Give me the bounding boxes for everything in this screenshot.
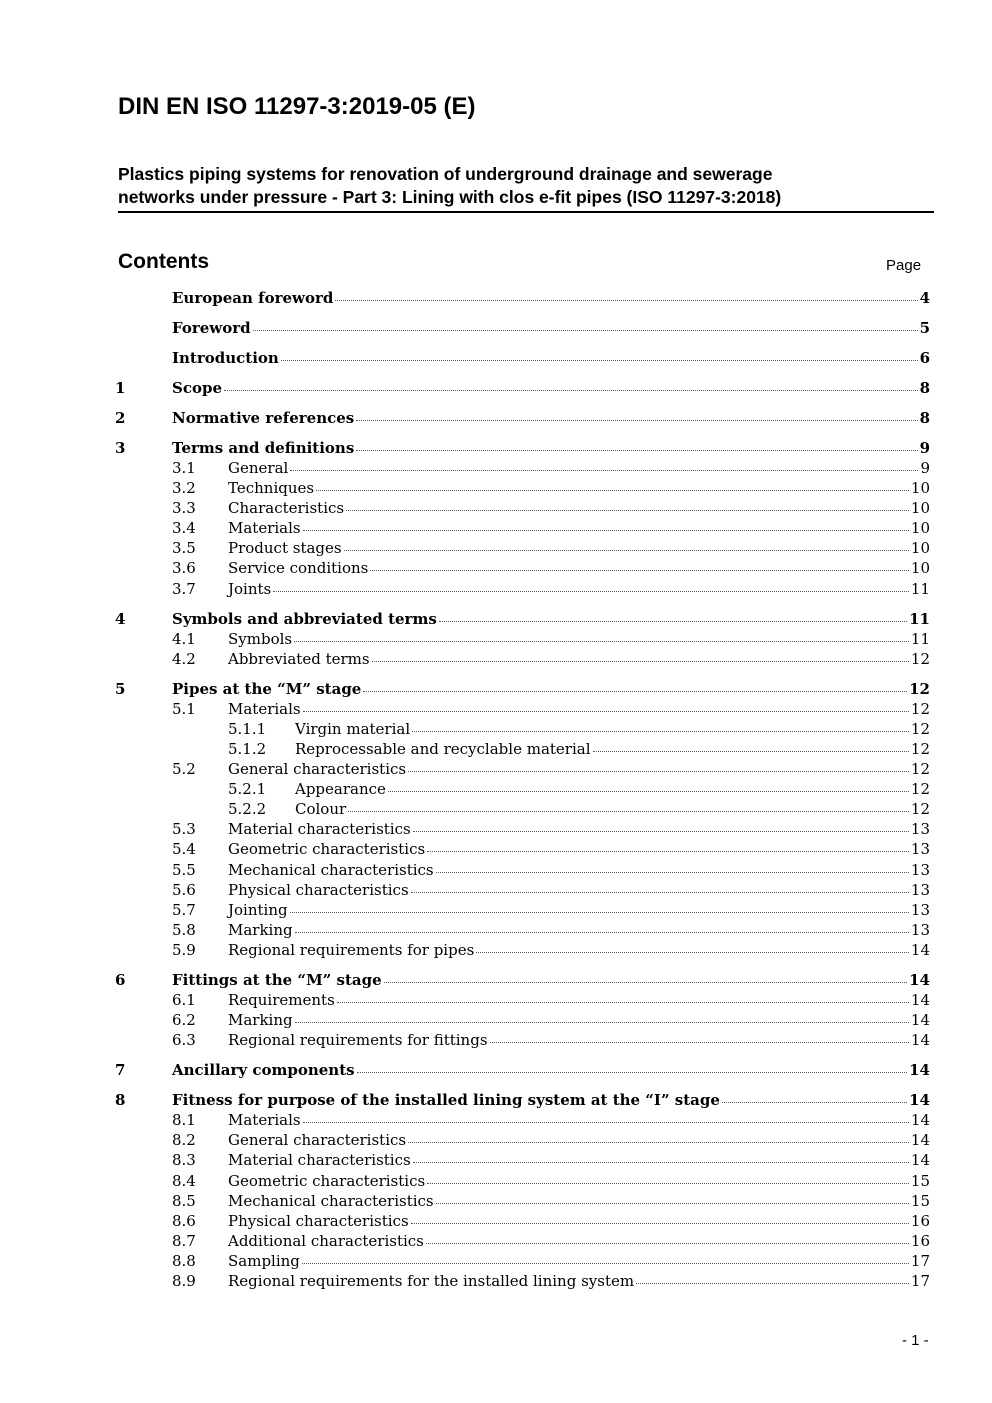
toc-entry[interactable] bbox=[115, 1191, 930, 1211]
toc-dot-leader bbox=[348, 811, 909, 812]
toc-entry-number: 8.2 bbox=[172, 1131, 196, 1150]
toc-entry-page: 15 bbox=[910, 1171, 930, 1190]
toc-entry-page: 11 bbox=[909, 609, 930, 628]
toc-entry-page: 14 bbox=[910, 1111, 930, 1130]
toc-entry-title: Additional characteristics bbox=[228, 1231, 424, 1250]
toc-entry-number: 5.2.1 bbox=[228, 780, 267, 799]
toc-entry-title: Geometric characteristics bbox=[228, 1171, 426, 1190]
toc-entry-title: Symbols bbox=[228, 629, 293, 648]
toc-entry[interactable] bbox=[115, 970, 930, 990]
toc-entry-number: 3.3 bbox=[172, 499, 196, 518]
toc-entry-page: 13 bbox=[910, 900, 930, 919]
toc-entry[interactable] bbox=[115, 609, 930, 629]
toc-entry[interactable] bbox=[115, 1231, 930, 1251]
toc-entry-page: 17 bbox=[910, 1272, 930, 1291]
toc-dot-leader bbox=[412, 731, 909, 732]
toc-dot-leader bbox=[303, 530, 909, 531]
toc-entry-page: 12 bbox=[909, 679, 930, 698]
toc-entry-number: 5.9 bbox=[172, 940, 196, 959]
toc-entry-title: Scope bbox=[172, 378, 223, 397]
toc-entry-page: 12 bbox=[910, 760, 930, 779]
toc-dot-leader bbox=[427, 1183, 909, 1184]
document-title: DIN EN ISO 11297-3:2019-05 (E) bbox=[118, 93, 476, 120]
toc-dot-leader bbox=[411, 892, 909, 893]
toc-dot-leader bbox=[224, 390, 918, 391]
toc-dot-leader bbox=[370, 570, 909, 571]
toc-entry-number: 3.4 bbox=[172, 519, 196, 538]
toc-entry-title: Requirements bbox=[228, 991, 335, 1010]
toc-entry-title: Normative references bbox=[172, 408, 355, 427]
toc-dot-leader bbox=[290, 912, 909, 913]
toc-entry-page: 8 bbox=[919, 378, 930, 397]
toc-entry[interactable] bbox=[115, 408, 930, 428]
toc-entry-title: Ancillary components bbox=[172, 1061, 355, 1080]
toc-dot-leader bbox=[356, 450, 917, 451]
toc-entry[interactable] bbox=[115, 900, 930, 920]
toc-dot-leader bbox=[413, 831, 909, 832]
toc-entry-title: Geometric characteristics bbox=[228, 840, 426, 859]
toc-entry-page: 14 bbox=[910, 940, 930, 959]
subtitle-line-2: networks under pressure - Part 3: Lining with clos e-fit pipes (ISO 11297-3:2018) bbox=[118, 187, 782, 207]
toc-entry-page: 14 bbox=[909, 970, 930, 989]
toc-entry[interactable] bbox=[115, 478, 930, 498]
toc-entry-number: 5.1.2 bbox=[228, 740, 267, 759]
toc-entry-number: 8.9 bbox=[172, 1272, 196, 1291]
toc-entry-page: 10 bbox=[910, 499, 930, 518]
toc-entry-page: 13 bbox=[910, 840, 930, 859]
toc-entry-page: 13 bbox=[910, 820, 930, 839]
toc-entry[interactable] bbox=[115, 739, 930, 759]
toc-entry-title: General characteristics bbox=[228, 1131, 407, 1150]
toc-dot-leader bbox=[372, 661, 909, 662]
toc-entry-title: Reprocessable and recyclable material bbox=[295, 740, 591, 759]
toc-dot-leader bbox=[636, 1283, 909, 1284]
toc-entry-title: Regional requirements for the installed lining system bbox=[228, 1272, 635, 1291]
toc-dot-leader bbox=[295, 1022, 909, 1023]
toc-entry-number: 6 bbox=[115, 970, 126, 989]
toc-dot-leader bbox=[253, 330, 918, 331]
toc-entry-title: European foreword bbox=[172, 289, 334, 307]
toc-entry-page: 14 bbox=[910, 1131, 930, 1150]
toc-entry[interactable] bbox=[115, 318, 930, 338]
toc-entry-title: Introduction bbox=[172, 348, 279, 367]
toc-dot-leader bbox=[344, 550, 909, 551]
toc-dot-leader bbox=[303, 711, 909, 712]
toc-entry-number: 5.2 bbox=[172, 760, 196, 779]
toc-entry-number: 2 bbox=[115, 408, 126, 427]
toc-entry-page: 10 bbox=[910, 559, 930, 578]
toc-entry-page: 12 bbox=[910, 800, 930, 819]
toc-entry-page: 14 bbox=[909, 1091, 930, 1110]
toc-entry-number: 4.1 bbox=[172, 629, 196, 648]
toc-entry[interactable] bbox=[115, 558, 930, 578]
toc-entry[interactable] bbox=[115, 1211, 930, 1231]
toc-entry-number: 6.3 bbox=[172, 1031, 196, 1050]
toc-dot-leader bbox=[303, 1122, 909, 1123]
toc-dot-leader bbox=[413, 1162, 909, 1163]
toc-entry[interactable] bbox=[115, 880, 930, 900]
toc-entry-number: 8.3 bbox=[172, 1151, 196, 1170]
toc-entry-number: 5.5 bbox=[172, 860, 196, 879]
toc-entry[interactable] bbox=[115, 779, 930, 799]
toc-dot-leader bbox=[357, 1072, 908, 1073]
toc-entry[interactable] bbox=[115, 378, 930, 398]
toc-entry-title: Physical characteristics bbox=[228, 880, 409, 899]
toc-entry-page: 12 bbox=[910, 649, 930, 668]
toc-entry-title: Service conditions bbox=[228, 559, 369, 578]
toc-dot-leader bbox=[281, 360, 918, 361]
toc-entry-number: 8.4 bbox=[172, 1171, 196, 1190]
toc-dot-leader bbox=[722, 1102, 907, 1103]
toc-entry-title: Mechanical characteristics bbox=[228, 1191, 434, 1210]
toc-entry-page: 14 bbox=[910, 991, 930, 1010]
toc-entry[interactable] bbox=[115, 1150, 930, 1170]
toc-entry-title: Fitness for purpose of the installed lining system at the “I” stage bbox=[172, 1091, 720, 1110]
toc-entry-number: 5.7 bbox=[172, 900, 196, 919]
toc-entry[interactable] bbox=[115, 839, 930, 859]
toc-dot-leader bbox=[295, 932, 909, 933]
toc-entry-page: 16 bbox=[910, 1231, 930, 1250]
toc-entry[interactable] bbox=[115, 1130, 930, 1150]
toc-dot-leader bbox=[427, 851, 909, 852]
toc-entry-page: 16 bbox=[910, 1211, 930, 1230]
toc-dot-leader bbox=[439, 621, 907, 622]
toc-entry-title: Marking bbox=[228, 920, 293, 939]
toc-entry[interactable] bbox=[115, 1271, 930, 1291]
toc-entry-title: Virgin material bbox=[295, 719, 411, 738]
toc-entry[interactable] bbox=[115, 538, 930, 558]
toc-dot-leader bbox=[593, 751, 909, 752]
toc-entry-page: 8 bbox=[919, 408, 930, 427]
toc-entry-page: 12 bbox=[910, 719, 930, 738]
toc-entry[interactable] bbox=[115, 518, 930, 538]
toc-entry-title: Foreword bbox=[172, 318, 251, 337]
toc-dot-leader bbox=[346, 510, 909, 511]
toc-entry-page: 14 bbox=[910, 1151, 930, 1170]
toc-entry[interactable] bbox=[115, 348, 930, 368]
toc-entry-title: Material characteristics bbox=[228, 1151, 411, 1170]
toc-entry-page: 10 bbox=[910, 519, 930, 538]
toc-entry-title: Materials bbox=[228, 1111, 301, 1130]
toc-entry-title: Pipes at the “M” stage bbox=[172, 679, 362, 698]
toc-entry[interactable] bbox=[115, 990, 930, 1010]
toc-entry[interactable] bbox=[115, 1110, 930, 1130]
toc-entry-title: Appearance bbox=[295, 780, 386, 799]
toc-dot-leader bbox=[337, 1002, 909, 1003]
toc-dot-leader bbox=[408, 771, 909, 772]
toc-dot-leader bbox=[356, 420, 917, 421]
toc-entry-title: Marking bbox=[228, 1011, 293, 1030]
toc-entry-number: 6.2 bbox=[172, 1011, 196, 1030]
page-column-label: Page bbox=[886, 257, 922, 274]
toc-entry-title: Techniques bbox=[228, 479, 315, 498]
toc-entry-title: Materials bbox=[228, 519, 301, 538]
toc-dot-leader bbox=[436, 872, 909, 873]
toc-entry[interactable] bbox=[115, 498, 930, 518]
toc-entry[interactable] bbox=[115, 920, 930, 940]
toc-entry-page: 12 bbox=[910, 699, 930, 718]
toc-entry-number: 1 bbox=[115, 378, 126, 397]
toc-entry-page: 14 bbox=[909, 1061, 930, 1080]
toc-entry[interactable] bbox=[115, 819, 930, 839]
toc-entry-page: 10 bbox=[910, 479, 930, 498]
toc-entry-page: 12 bbox=[910, 780, 930, 799]
toc-entry-page: 9 bbox=[919, 438, 930, 457]
toc-entry-number: 8.8 bbox=[172, 1251, 196, 1270]
toc-entry-page: 12 bbox=[910, 740, 930, 759]
toc-entry-page: 17 bbox=[910, 1251, 930, 1270]
toc-entry-number: 5.2.2 bbox=[228, 800, 267, 819]
toc-entry-title: Colour bbox=[295, 800, 347, 819]
toc-entry-number: 5.1 bbox=[172, 699, 196, 718]
toc-entry[interactable] bbox=[115, 940, 930, 960]
toc-entry-title: Sampling bbox=[228, 1251, 300, 1270]
toc-entry-title: General characteristics bbox=[228, 760, 407, 779]
toc-entry-title: Physical characteristics bbox=[228, 1211, 409, 1230]
toc-dot-leader bbox=[290, 470, 918, 471]
toc-entry-title: Terms and definitions bbox=[172, 438, 355, 457]
toc-dot-leader bbox=[294, 641, 909, 642]
footer-page-number: - 1 - bbox=[902, 1332, 929, 1349]
toc-entry-page: 15 bbox=[910, 1191, 930, 1210]
toc-dot-leader bbox=[411, 1223, 909, 1224]
toc-entry-title: Regional requirements for fittings bbox=[228, 1031, 488, 1050]
toc-entry-title: Mechanical characteristics bbox=[228, 860, 434, 879]
toc-entry[interactable] bbox=[115, 1251, 930, 1271]
toc-entry-number: 3.1 bbox=[172, 459, 196, 478]
toc-entry[interactable] bbox=[115, 458, 930, 478]
table-of-contents bbox=[115, 288, 930, 1291]
toc-entry[interactable] bbox=[115, 438, 930, 458]
toc-entry[interactable] bbox=[115, 699, 930, 719]
toc-entry-title: Jointing bbox=[228, 900, 288, 919]
toc-entry[interactable] bbox=[115, 1060, 930, 1080]
toc-entry-page: 11 bbox=[910, 579, 930, 598]
toc-entry-page: 10 bbox=[910, 539, 930, 558]
toc-entry-number: 4 bbox=[115, 609, 126, 628]
toc-dot-leader bbox=[363, 691, 907, 692]
toc-entry-title: Material characteristics bbox=[228, 820, 411, 839]
toc-entry-page: 9 bbox=[920, 459, 930, 478]
toc-entry[interactable] bbox=[115, 1171, 930, 1191]
toc-entry-number: 3.6 bbox=[172, 559, 196, 578]
toc-entry-number: 8.7 bbox=[172, 1231, 196, 1250]
toc-entry-page: 14 bbox=[910, 1011, 930, 1030]
toc-entry-page: 14 bbox=[910, 1031, 930, 1050]
toc-entry-title: Symbols and abbreviated terms bbox=[172, 609, 437, 628]
toc-entry[interactable] bbox=[115, 1010, 930, 1030]
toc-entry-page: 13 bbox=[910, 920, 930, 939]
toc-entry[interactable] bbox=[115, 288, 930, 308]
toc-entry-page: 11 bbox=[910, 629, 930, 648]
toc-entry-number: 3.2 bbox=[172, 479, 196, 498]
toc-dot-leader bbox=[335, 300, 917, 301]
toc-entry[interactable] bbox=[115, 759, 930, 779]
toc-dot-leader bbox=[436, 1203, 909, 1204]
toc-entry-title: General bbox=[228, 459, 289, 478]
subtitle-line-1: Plastics piping systems for renovation of underground drainage and sewerage bbox=[118, 164, 773, 184]
toc-entry-number: 5.3 bbox=[172, 820, 196, 839]
document-subtitle bbox=[118, 163, 934, 213]
toc-entry-number: 7 bbox=[115, 1061, 126, 1080]
toc-dot-leader bbox=[426, 1243, 909, 1244]
contents-heading: Contents bbox=[118, 250, 209, 273]
toc-entry-title: Materials bbox=[228, 699, 301, 718]
toc-entry[interactable] bbox=[115, 1090, 930, 1110]
toc-entry-page: 13 bbox=[910, 880, 930, 899]
toc-entry[interactable] bbox=[115, 719, 930, 739]
toc-entry-number: 6.1 bbox=[172, 991, 196, 1010]
toc-entry-title: Product stages bbox=[228, 539, 342, 558]
toc-entry-number: 4.2 bbox=[172, 649, 196, 668]
toc-dot-leader bbox=[408, 1142, 909, 1143]
toc-entry-title: Regional requirements for pipes bbox=[228, 940, 475, 959]
toc-entry-number: 8 bbox=[115, 1091, 126, 1110]
toc-entry[interactable] bbox=[115, 1030, 930, 1050]
toc-dot-leader bbox=[476, 952, 909, 953]
toc-entry-title: Fittings at the “M” stage bbox=[172, 970, 382, 989]
toc-dot-leader bbox=[302, 1263, 909, 1264]
toc-entry[interactable] bbox=[115, 579, 930, 599]
toc-entry-number: 3 bbox=[115, 438, 126, 457]
toc-entry-page: 4 bbox=[919, 289, 930, 307]
toc-entry[interactable] bbox=[115, 629, 930, 649]
toc-entry-number: 3.7 bbox=[172, 579, 196, 598]
toc-dot-leader bbox=[273, 591, 909, 592]
toc-entry-title: Abbreviated terms bbox=[228, 649, 370, 668]
toc-entry[interactable] bbox=[115, 860, 930, 880]
toc-entry-number: 3.5 bbox=[172, 539, 196, 558]
toc-entry-number: 8.6 bbox=[172, 1211, 196, 1230]
toc-entry-number: 8.1 bbox=[172, 1111, 196, 1130]
toc-entry-title: Characteristics bbox=[228, 499, 345, 518]
toc-dot-leader bbox=[388, 791, 909, 792]
toc-entry-number: 5.1.1 bbox=[228, 719, 267, 738]
toc-entry[interactable] bbox=[115, 799, 930, 819]
toc-entry-page: 6 bbox=[919, 348, 930, 367]
toc-dot-leader bbox=[384, 982, 907, 983]
toc-entry[interactable] bbox=[115, 679, 930, 699]
toc-entry[interactable] bbox=[115, 649, 930, 669]
toc-dot-leader bbox=[316, 490, 909, 491]
toc-entry-number: 5.8 bbox=[172, 920, 196, 939]
toc-dot-leader bbox=[490, 1042, 909, 1043]
toc-entry-number: 5.6 bbox=[172, 880, 196, 899]
toc-entry-number: 5.4 bbox=[172, 840, 196, 859]
toc-entry-title: Joints bbox=[228, 579, 272, 598]
toc-entry-number: 5 bbox=[115, 679, 126, 698]
toc-entry-number: 8.5 bbox=[172, 1191, 196, 1210]
toc-entry-page: 13 bbox=[910, 860, 930, 879]
toc-entry-page: 5 bbox=[919, 318, 930, 337]
